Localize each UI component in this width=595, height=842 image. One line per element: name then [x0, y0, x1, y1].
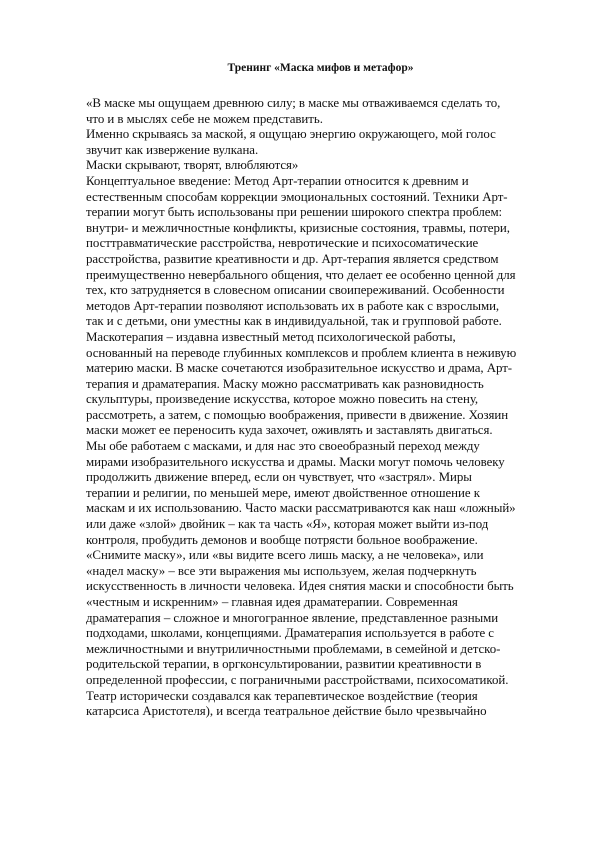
text-line: родительской терапии, в оргконсультировании, развитии креативности в	[86, 657, 482, 672]
text-line: что и в мыслях себе не можем представить.	[86, 111, 323, 126]
text-line: тех, кто затрудняется в словесном описании своипереживаний. Особенности	[86, 283, 505, 298]
text-line: подходами, школами, концепциями. Драматерапия используется в работе с	[86, 626, 494, 641]
text-line: звучит как извержение вулкана.	[86, 142, 259, 157]
text-line: посттравматические расстройства, невротические и психосоматические	[86, 236, 479, 251]
text-line: терапия и драматерапия. Маску можно рассматривать как разновидность	[86, 376, 484, 391]
text-line: «Снимите маску», или «вы видите всего лишь маску, а не человека», или	[86, 548, 484, 563]
text-line: так и с детьми, они уместны как в индивидуальной, так и групповой работе.	[86, 314, 502, 329]
text-line: мирами изобразительного искусства и драмы. Маски могут помочь человеку	[86, 454, 505, 469]
text-line: терапии и религии, по меньшей мере, имеют двойственное отношение к	[86, 485, 480, 500]
text-line: Именно скрываясь за маской, я ощущаю энергию окружающего, мой голос	[86, 127, 496, 142]
text-line: определенной профессии, с пограничными расстройствами, психосоматикой.	[86, 672, 509, 687]
text-line: Театр исторически создавался как терапевтическое воздействие (теория	[86, 688, 478, 703]
text-line: Маскотерапия – издавна известный метод психологической работы,	[86, 329, 456, 344]
text-line: «В маске мы ощущаем древнюю силу; в маске мы отваживаемся сделать то,	[86, 96, 501, 110]
text-line: расстройства, развитие креативности и др. Арт-терапия является средством	[86, 251, 499, 266]
text-line: катарсиса Аристотеля), и всегда театральное действие было чрезвычайно	[86, 704, 487, 719]
text-line: продолжить движение вперед, если он чувствует, что «застрял». Миры	[86, 470, 472, 485]
text-line: «честным и искренним» – главная идея драматерапии. Современная	[86, 595, 458, 609]
text-line: маски может ее переносить куда захочет, оживлять и заставлять двигаться.	[86, 423, 493, 438]
text-line: или даже «злой» двойник – как та часть «Я», которая может выйти из-под	[86, 517, 489, 532]
text-line: рассмотреть, а затем, с помощью воображения, привести в движение. Хозяин	[86, 407, 509, 422]
text-line: основанный на переводе глубинных комплексов и проблем клиента в неживую	[86, 345, 517, 360]
text-line: скульптуры, произведение искусства, которое можно повесить на стену,	[86, 392, 479, 407]
text-line: искусственность в личности человека. Идея снятия маски и способности быть	[86, 579, 514, 594]
text-line: Мы обе работаем с масками, и для нас это своеобразный переход между	[86, 439, 480, 454]
document-title: Тренинг «Маска мифов и метафор»	[227, 62, 414, 74]
text-line: материю маски. В маске сочетаются изобразительное искусство и драма, Арт-	[86, 361, 513, 376]
document-body	[86, 96, 555, 720]
text-line: терапии могут быть использованы при решении широкого спектра проблем:	[86, 205, 503, 220]
text-line: внутри- и межличностные конфликты, кризисные состояния, травмы, потери,	[86, 220, 510, 235]
text-line: Маски скрывают, творят, влюбляются»	[86, 158, 299, 173]
text-line: маскам и их использованию. Часто маски рассматриваются как наш «ложный»	[86, 501, 516, 516]
text-line: драматерапия – сложное и многогранное явление, представленное разными	[86, 610, 499, 625]
text-line: методов Арт-терапии позволяют использовать их в работе как с взрослыми,	[86, 298, 500, 313]
text-line: Концептуальное введение: Метод Арт-терапии относится к древним и	[86, 173, 469, 188]
text-line: естественным способам коррекции эмоциональных состояний. Техники Арт-	[86, 189, 508, 204]
text-line: «надел маску» – все эти выражения мы используем, желая подчеркнуть	[86, 563, 477, 578]
text-line: контроля, пробудить демонов и вообще потрясти больное воображение.	[86, 532, 478, 547]
text-line: межличностными и внутриличностными проблемами, в семейной и детско-	[86, 641, 501, 656]
text-line: преимущественно невербального общения, что делает ее особенно ценной для	[86, 267, 516, 282]
